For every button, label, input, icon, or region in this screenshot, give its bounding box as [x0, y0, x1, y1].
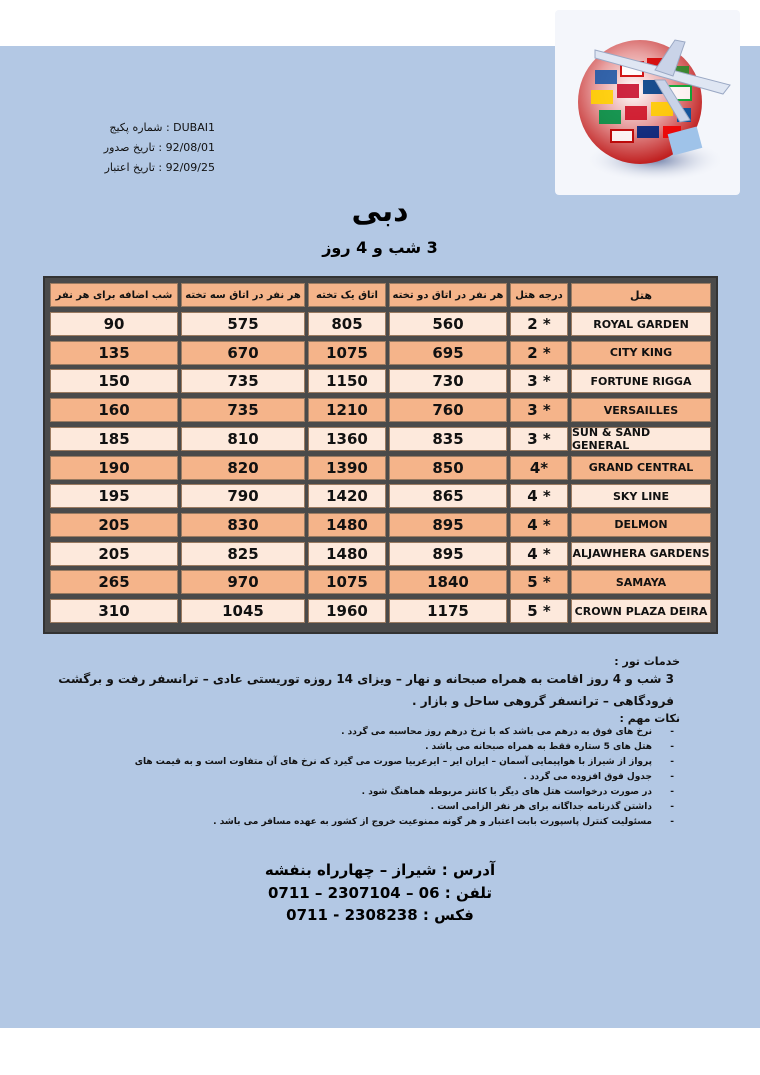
services-line-1: 3 شب و 4 روز اقامت به همراه صبحانه و نهار – ویزای 14 روزه توریستی عادی – ترانسفر رفت و برگشت: [58, 672, 674, 686]
cell-double-room: 730: [389, 369, 507, 393]
note-item: [45, 785, 680, 800]
cell-hotel-grade: 3 *: [510, 398, 568, 422]
cell-single-room: 1360: [308, 427, 386, 451]
tour-duration: 3 شب و 4 روز: [322, 238, 438, 257]
table-row: [50, 427, 711, 451]
header-triple-room: هر نفر در اتاق سه تخته: [181, 283, 305, 307]
cell-hotel-name: CROWN PLAZA DEIRA: [571, 599, 711, 623]
cell-extra-night: 135: [50, 341, 178, 365]
cell-hotel-name: SUN & SAND GENERAL: [571, 427, 711, 451]
note-text: مسئولیت کنترل پاسپورت بابت اعتبار و هر گونه ممنوعیت خروج از کشور به عهده مسافر می باشد .: [213, 817, 652, 827]
hotel-price-table: [43, 276, 718, 634]
note-text: جدول فوق افزوده می گردد .: [523, 772, 652, 782]
cell-extra-night: 205: [50, 542, 178, 566]
cell-triple-room: 820: [181, 456, 305, 480]
tour-services: [45, 655, 680, 830]
cell-hotel-grade: 5 *: [510, 599, 568, 623]
note-text: هتل های 5 ستاره فقط به همراه صبحانه می باشد .: [425, 742, 652, 752]
cell-hotel-grade: 2 *: [510, 312, 568, 336]
bullet-dash: -: [670, 787, 674, 797]
table-row: [50, 369, 711, 393]
note-item: [45, 770, 680, 785]
fax: فکس : 2308238 - 0711: [286, 906, 474, 924]
cell-extra-night: 310: [50, 599, 178, 623]
cell-hotel-grade: 2 *: [510, 341, 568, 365]
note-item: [45, 815, 680, 830]
table-row: [50, 341, 711, 365]
cell-hotel-name: FORTUNE RIGGA: [571, 369, 711, 393]
cell-hotel-name: VERSAILLES: [571, 398, 711, 422]
cell-extra-night: 160: [50, 398, 178, 422]
cell-double-room: 695: [389, 341, 507, 365]
cell-triple-room: 735: [181, 398, 305, 422]
cell-triple-room: 830: [181, 513, 305, 537]
cell-extra-night: 190: [50, 456, 178, 480]
cell-hotel-name: ROYAL GARDEN: [571, 312, 711, 336]
cell-single-room: 1075: [308, 341, 386, 365]
cell-triple-room: 790: [181, 484, 305, 508]
validity-date: 92/09/25 : تاریخ اعتبار: [104, 161, 215, 174]
bullet-dash: -: [670, 742, 674, 752]
globe-flags-airplane-image: [555, 10, 740, 195]
cell-double-room: 760: [389, 398, 507, 422]
cell-double-room: 1175: [389, 599, 507, 623]
cell-hotel-grade: 3 *: [510, 427, 568, 451]
note-item: [45, 725, 680, 740]
header-extra-night: شب اضافه برای هر نفر: [50, 283, 178, 307]
table-row: [50, 542, 711, 566]
cell-hotel-name: DELMON: [571, 513, 711, 537]
note-text: پرواز از شیراز با هواپیمایی آسمان – ایران ایر – ایرعربیا صورت می گیرد که نرخ های آن متفاوت است و به قیمت های: [134, 757, 652, 767]
cell-single-room: 1150: [308, 369, 386, 393]
cell-hotel-grade: 5 *: [510, 570, 568, 594]
cell-hotel-name: GRAND CENTRAL: [571, 456, 711, 480]
table-row: [50, 570, 711, 594]
cell-triple-room: 575: [181, 312, 305, 336]
cell-extra-night: 90: [50, 312, 178, 336]
header-single-room: اتاق یک تخته: [308, 283, 386, 307]
cell-double-room: 560: [389, 312, 507, 336]
cell-double-room: 865: [389, 484, 507, 508]
cell-triple-room: 670: [181, 341, 305, 365]
bullet-dash: -: [670, 757, 674, 767]
header-hotel: هتل: [571, 283, 711, 307]
cell-extra-night: 195: [50, 484, 178, 508]
notes-title: نکات مهم :: [619, 712, 680, 725]
cell-hotel-grade: 4*: [510, 456, 568, 480]
cell-double-room: 895: [389, 542, 507, 566]
services-line-2: فرودگاهی – ترانسفر گروهی ساحل و بازار .: [411, 694, 674, 708]
cell-hotel-name: SKY LINE: [571, 484, 711, 508]
table-row: [50, 456, 711, 480]
header-double-room: هر نفر در اتاق دو تخته: [389, 283, 507, 307]
services-title: خدمات تور :: [614, 655, 680, 668]
cell-extra-night: 185: [50, 427, 178, 451]
table-row: [50, 398, 711, 422]
bullet-dash: -: [670, 727, 674, 737]
cell-single-room: 1390: [308, 456, 386, 480]
cell-triple-room: 1045: [181, 599, 305, 623]
table-row: [50, 484, 711, 508]
cell-single-room: 805: [308, 312, 386, 336]
cell-triple-room: 810: [181, 427, 305, 451]
contact-info: [0, 858, 760, 926]
cell-triple-room: 825: [181, 542, 305, 566]
cell-single-room: 1480: [308, 542, 386, 566]
issue-date: 92/08/01 : تاریخ صدور: [103, 141, 215, 154]
bullet-dash: -: [670, 772, 674, 782]
cell-hotel-grade: 3 *: [510, 369, 568, 393]
important-notes: [45, 712, 680, 830]
header-hotel-grade: درجه هتل: [510, 283, 568, 307]
note-text: داشتن گذرنامه جداگانه برای هر نفر الزامی است .: [430, 802, 652, 812]
table-row: [50, 312, 711, 336]
cell-single-room: 1075: [308, 570, 386, 594]
page-title: دبی: [351, 194, 409, 229]
table-row: [50, 513, 711, 537]
cell-extra-night: 265: [50, 570, 178, 594]
cell-triple-room: 735: [181, 369, 305, 393]
table-row: [50, 599, 711, 623]
cell-triple-room: 970: [181, 570, 305, 594]
package-number: DUBAI1 : شماره پکیج: [109, 121, 215, 134]
note-item: [45, 740, 680, 755]
bullet-dash: -: [670, 817, 674, 827]
note-text: نرخ های فوق به درهم می باشد که با نرخ درهم روز محاسبه می گردد .: [341, 727, 652, 737]
cell-hotel-grade: 4 *: [510, 513, 568, 537]
cell-double-room: 1840: [389, 570, 507, 594]
table-header-row: [50, 283, 711, 307]
cell-hotel-grade: 4 *: [510, 484, 568, 508]
address: آدرس : شیراز – چهارراه بنفشه: [264, 861, 496, 879]
cell-double-room: 835: [389, 427, 507, 451]
note-text: در صورت درخواست هتل های دیگر با کانتر مربوطه هماهنگ شود .: [361, 787, 652, 797]
package-info: [103, 118, 215, 178]
cell-single-room: 1480: [308, 513, 386, 537]
cell-extra-night: 205: [50, 513, 178, 537]
bullet-dash: -: [670, 802, 674, 812]
phone: تلفن : 06 – 2307104 – 0711: [267, 884, 493, 902]
note-item: [45, 755, 680, 770]
cell-hotel-name: SAMAYA: [571, 570, 711, 594]
note-item: [45, 800, 680, 815]
cell-hotel-name: ALJAWHERA GARDENS: [571, 542, 711, 566]
cell-single-room: 1210: [308, 398, 386, 422]
cell-double-room: 895: [389, 513, 507, 537]
cell-extra-night: 150: [50, 369, 178, 393]
cell-single-room: 1420: [308, 484, 386, 508]
cell-hotel-name: CITY KING: [571, 341, 711, 365]
cell-hotel-grade: 4 *: [510, 542, 568, 566]
cell-double-room: 850: [389, 456, 507, 480]
cell-single-room: 1960: [308, 599, 386, 623]
